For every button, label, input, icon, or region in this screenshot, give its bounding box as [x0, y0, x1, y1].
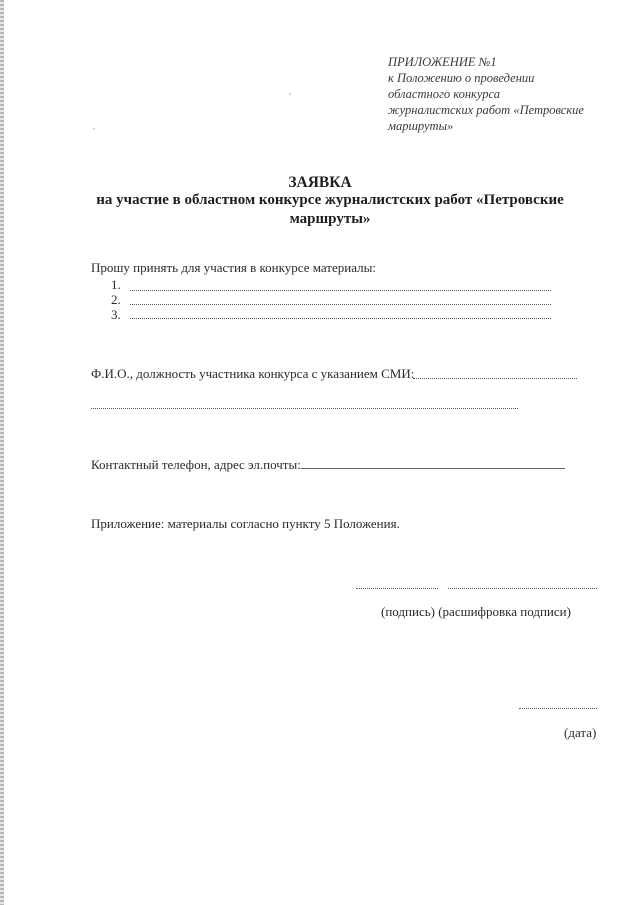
signature-decoding-line[interactable]	[448, 588, 597, 589]
scan-edge	[0, 0, 4, 905]
participant-fill-line-2[interactable]	[91, 408, 518, 409]
item-fill-line-1[interactable]	[130, 290, 551, 291]
signature-caption: (подпись) (расшифровка подписи)	[381, 604, 571, 619]
date-line[interactable]	[519, 708, 597, 709]
item-number-2: 2.	[111, 292, 121, 307]
appendix-line: маршруты»	[388, 119, 454, 133]
date-caption: (дата)	[564, 725, 597, 740]
item-number-3: 3.	[111, 307, 121, 322]
contact-label: Контактный телефон, адрес эл.почты:	[91, 457, 301, 472]
item-fill-line-3[interactable]	[130, 318, 551, 319]
signature-line[interactable]	[356, 588, 438, 589]
scan-speck	[93, 128, 95, 130]
subtitle-line-1: на участие в областном конкурсе журналистских работ «Петровские	[96, 192, 564, 208]
subtitle-line-2: маршруты»	[289, 211, 371, 227]
scan-speck	[289, 93, 291, 95]
appendix-line: журналистских работ «Петровские	[388, 103, 584, 117]
attachment-text: Приложение: материалы согласно пункту 5 Положения.	[91, 516, 400, 531]
appendix-line: к Положению о проведении	[388, 71, 535, 85]
request-text: Прошу принять для участия в конкурсе материалы:	[91, 260, 376, 275]
item-number-1: 1.	[111, 277, 121, 292]
contact-fill-line[interactable]	[301, 468, 565, 469]
document-subtitle	[90, 191, 570, 229]
appendix-line: областного конкурса	[388, 87, 500, 101]
appendix-note	[388, 54, 584, 134]
item-fill-line-2[interactable]	[130, 304, 551, 305]
participant-label: Ф.И.О., должность участника конкурса с указанием СМИ:	[91, 366, 415, 381]
appendix-line: ПРИЛОЖЕНИЕ №1	[388, 55, 497, 69]
document-title: ЗАЯВКА	[288, 174, 352, 191]
participant-fill-line[interactable]	[413, 378, 577, 379]
